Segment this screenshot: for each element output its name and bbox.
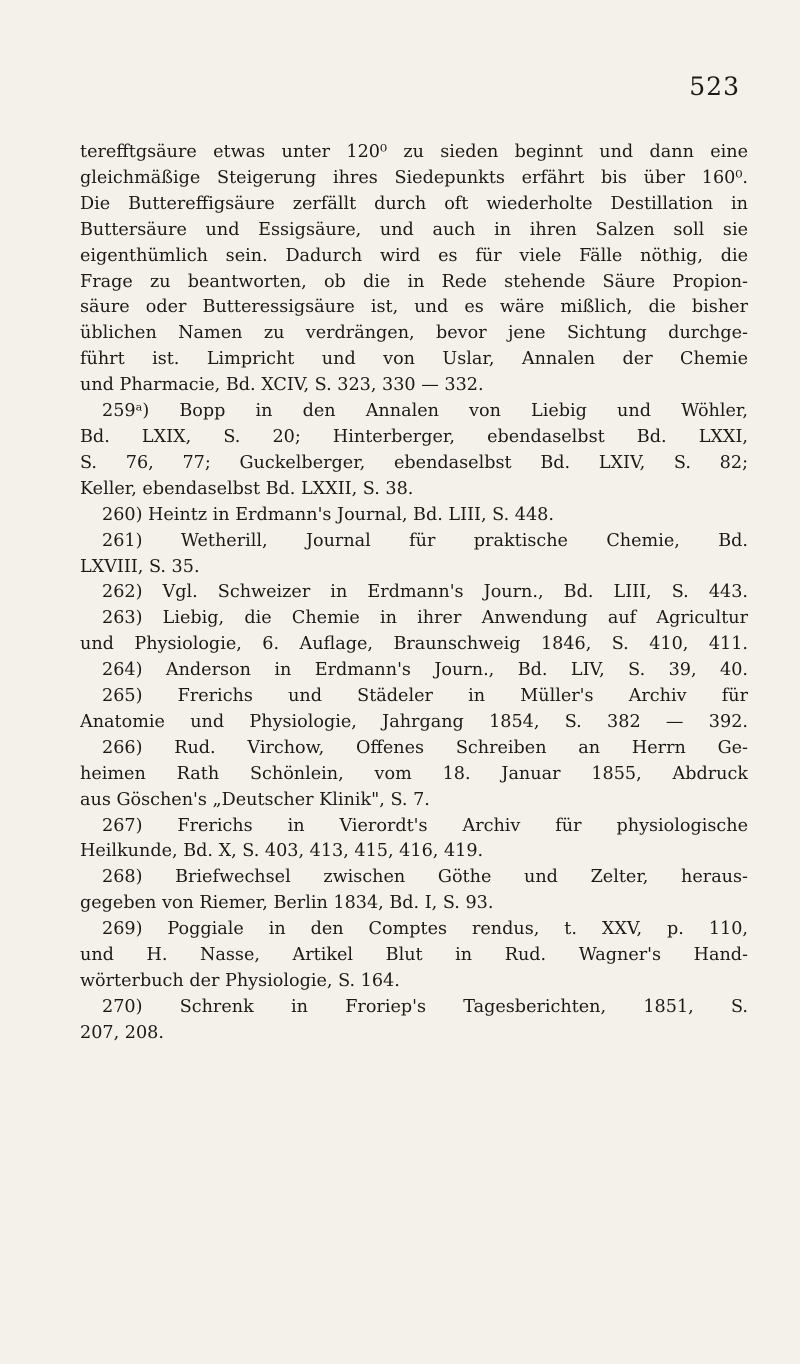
text-line: 262) Vgl. Schweizer in Erdmann's Journ., Bd. LIII, S. 443. [102,582,748,603]
text-line: Die Buttereffigsäure zerfällt durch oft wiederholte Destillation in [80,193,748,214]
text-line: wörterbuch der Physiologie, S. 164. [80,971,400,991]
text-line: führt ist. Limpricht und von Uslar, Annalen der Chemie [80,349,748,370]
text-line: 259ᵃ) Bopp in den Annalen von Liebig und Wöhler, [102,401,748,422]
text-line: 265) Frerichs und Städeler in Müller's Archiv für [102,686,748,707]
text-line: LXVIII, S. 35. [80,556,200,577]
text-line: 263) Liebig, die Chemie in ihrer Anwendung auf Agricultur [102,608,748,629]
text-line: heimen Rath Schönlein, vom 18. Januar 1855, Abdruck [80,763,748,784]
text-line: Frage zu beantworten, ob die in Rede stehende Säure Propion- [80,271,748,292]
text-line: Bd. LXIX, S. 20; Hinterberger, ebendaselbst Bd. LXXI, [80,426,748,447]
text-line: üblichen Namen zu verdrängen, bevor jene Sichtung durchge- [80,323,748,344]
text-line: gegeben von Riemer, Berlin 1834, Bd. I, S. 93. [80,893,494,914]
text-line: 207, 208. [80,1022,164,1043]
text-line: und H. Nasse, Artikel Blut in Rud. Wagner's Hand- [80,945,748,966]
text-line: Anatomie und Physiologie, Jahrgang 1854, S. 382 — 392. [80,711,748,732]
text-line: aus Göschen's „Deutscher Klinik", S. 7. [80,789,430,810]
text-line: Keller, ebendaselbst Bd. LXXII, S. 38. [80,478,414,499]
text-line: 270) Schrenk in Froriep's Tagesberichten, 1851, S. [102,996,748,1017]
text-line: gleichmäßige Steigerung ihres Siedepunkts erfährt bis über 160⁰. [80,167,748,188]
text-line: und Physiologie, 6. Auflage, Braunschweig 1846, S. 410, 411. [80,634,748,655]
text-line: Buttersäure und Essigsäure, und auch in ihren Salzen soll sie [80,219,748,240]
text-line: 261) Wetherill, Journal für praktische Chemie, Bd. [102,530,748,551]
text-line: und Pharmacie, Bd. XCIV, S. 323, 330 — 332. [80,375,484,396]
page-number: 523 [689,72,740,101]
text-line: eigenthümlich sein. Dadurch wird es für viele Fälle nöthig, die [80,245,748,266]
text-line: 264) Anderson in Erdmann's Journ., Bd. LIV, S. 39, 40. [102,660,748,681]
text-line: terefftgsäure etwas unter 120⁰ zu sieden beginnt und dann eine [80,142,748,162]
body-text [80,140,748,1047]
text-line: 260) Heintz in Erdmann's Journal, Bd. LIII, S. 448. [102,504,554,525]
text-line: 266) Rud. Virchow, Offenes Schreiben an Herrn Ge- [102,737,748,758]
text-line: 267) Frerichs in Vierordt's Archiv für physiologische [102,815,748,836]
text-line: 269) Poggiale in den Comptes rendus, t. XXV, p. 110, [102,919,748,940]
text-line: S. 76, 77; Guckelberger, ebendaselbst Bd. LXIV, S. 82; [80,452,748,473]
text-line: 268) Briefwechsel zwischen Göthe und Zelter, heraus- [102,867,748,888]
text-line: Heilkunde, Bd. X, S. 403, 413, 415, 416, 419. [80,841,484,862]
text-line: säure oder Butteressigsäure ist, und es wäre mißlich, die bisher [80,297,748,318]
